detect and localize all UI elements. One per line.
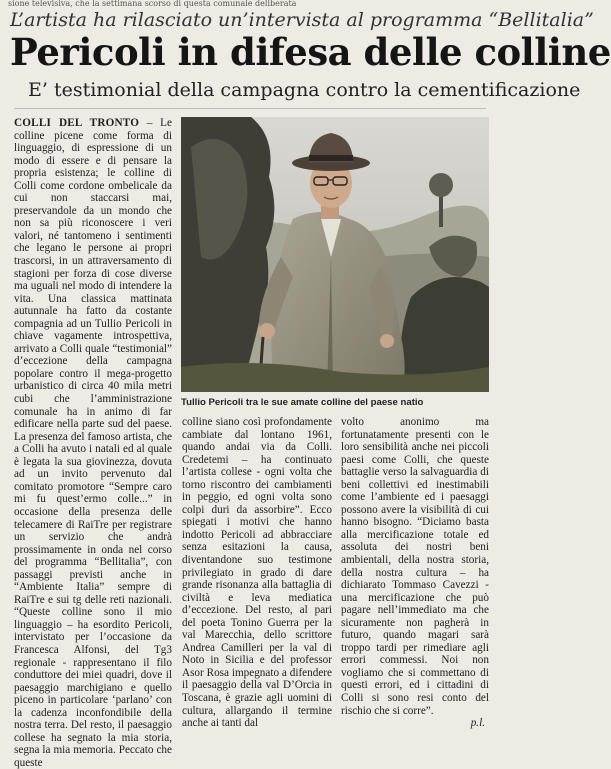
divider: [14, 108, 486, 109]
article-headline: Pericoli in difesa delle colline: [10, 30, 611, 74]
author-signature: p.l.: [470, 717, 485, 730]
article-kicker: L’artista ha rilasciato un’intervista al programma “Bellitalia”: [10, 9, 594, 31]
article-column-3: [341, 416, 489, 730]
previous-article-fragment: sione televisiva, che la settimana scorso di questa comunale deliberata: [8, 0, 297, 8]
column-3-text: volto anonimo ma fortunatamente presenti con le loro sensibilità anche nei piccoli paesi come Colli, che queste battaglie verso la salvaguardia di beni collettivi ed inestimabili come l’ambiente ed i paesaggi possono avere la visibilità di cui hanno bisogno. “Diciamo basta alla mercificazione totale ed assoluta dei nostri beni ambientali, della nostra storia, della nostra cultura – ha dichiarato Tommaso Cavezzi - una mercificazione che può pagare nell’immediato ma che sicuramente non pagherà in futuro, quando magari sarà troppo tardi per rimediare agli errori commessi. Noi non vogliamo che si commettano di questi errori, ed i cittadini di Colli si sono resi conto del rischio che si corre”.: [341, 416, 489, 717]
photo-caption: Tullio Pericoli tra le sue amate colline del paese natio: [181, 397, 424, 408]
article-photo: [181, 117, 489, 392]
column-1-text: – Le colline picene come forma di linguaggio, di espressione di un modo di essere e di pensare la propria esistenza; le colline di Colli come cordone ombelicale da cui non staccarsi mai, preservandole da un mondo che non sa più riconoscere i veri valori, né tantomeno i sentimenti che legano le persone ai propri trascorsi, in un attraversamento di stagioni per forza di cose diverse ma uguali nel modo di intendere la vita. Una classica mattinata autunnale ha fatto da costante compagnia ad un Tullio Pericoli in chiave vagamente introspettiva, arrivato a Colli quale “testimonial” d’eccezione della campagna popolare contro il mega-progetto urbanistico di circa 40 mila metri cubi che l’amministrazione comunale ha in animo di far edificare nella parte sud del paese. La presenza del famoso artista, che a Colli ha avuto i natali ed al quale è legata la sua giovinezza, dovuta ad un invito pervenuto dal comitato promotore “Sempre caro mi fu quest’ermo colle...” in occasione della presenza delle telecamere di RaiTre per registrare un servizio che andrà prossimamente in onda nel corso del programma “Bellitalia”, con passaggi previsti anche in “Ambiente Italia” sempre di RaiTre e sui tg delle reti nazionali. “Queste colline sono il mio linguaggio – ha esordito Pericoli, intervistato per l’occasione da Francesca Alfonsi, del Tg3 regionale - rappresentano il filo conduttore dei miei quadri, dove il paesaggio marchigiano e quello piceno in particolare ‘parlano’ con la cadenza inconfondibile della nostra terra. Del resto, il paesaggio collese ha segnato la mia storia, segna la mia memoria. Peccato che queste: [14, 117, 172, 769]
photo-illustration: [181, 117, 489, 392]
article-column-2: colline siano così profondamente cambiate dal lontano 1961, quando andai via da Colli. Credetemi – ha continuato l’artista collese - ogni volta che torno riscontro dei cambiamenti in peggio, ed ogni volta sono colpi duri da assorbire”. Ecco spiegati i motivi che hanno indotto Pericoli ad abbracciare senza esitazioni la causa, diventandone suo testimone privilegiato in grado di dare grande risonanza alla battaglia di civiltà e leva mediatica d’eccezione. Del resto, al pari del poeta Tonino Guerra per la val Marecchia, dello scrittore Andrea Camilleri per la val di Noto in Sicilia e del professor Asor Rosa impegnato a difendere il paesaggio della val D’Orcia in Toscana, è grazie agli uomini di cultura, allargando il termine anche ai tanti dal: [182, 416, 332, 730]
article-column-1: [14, 117, 172, 769]
dateline: COLLI DEL TRONTO: [14, 117, 140, 129]
article-subtitle: E’ testimonial della campagna contro la cementificazione: [28, 79, 581, 101]
